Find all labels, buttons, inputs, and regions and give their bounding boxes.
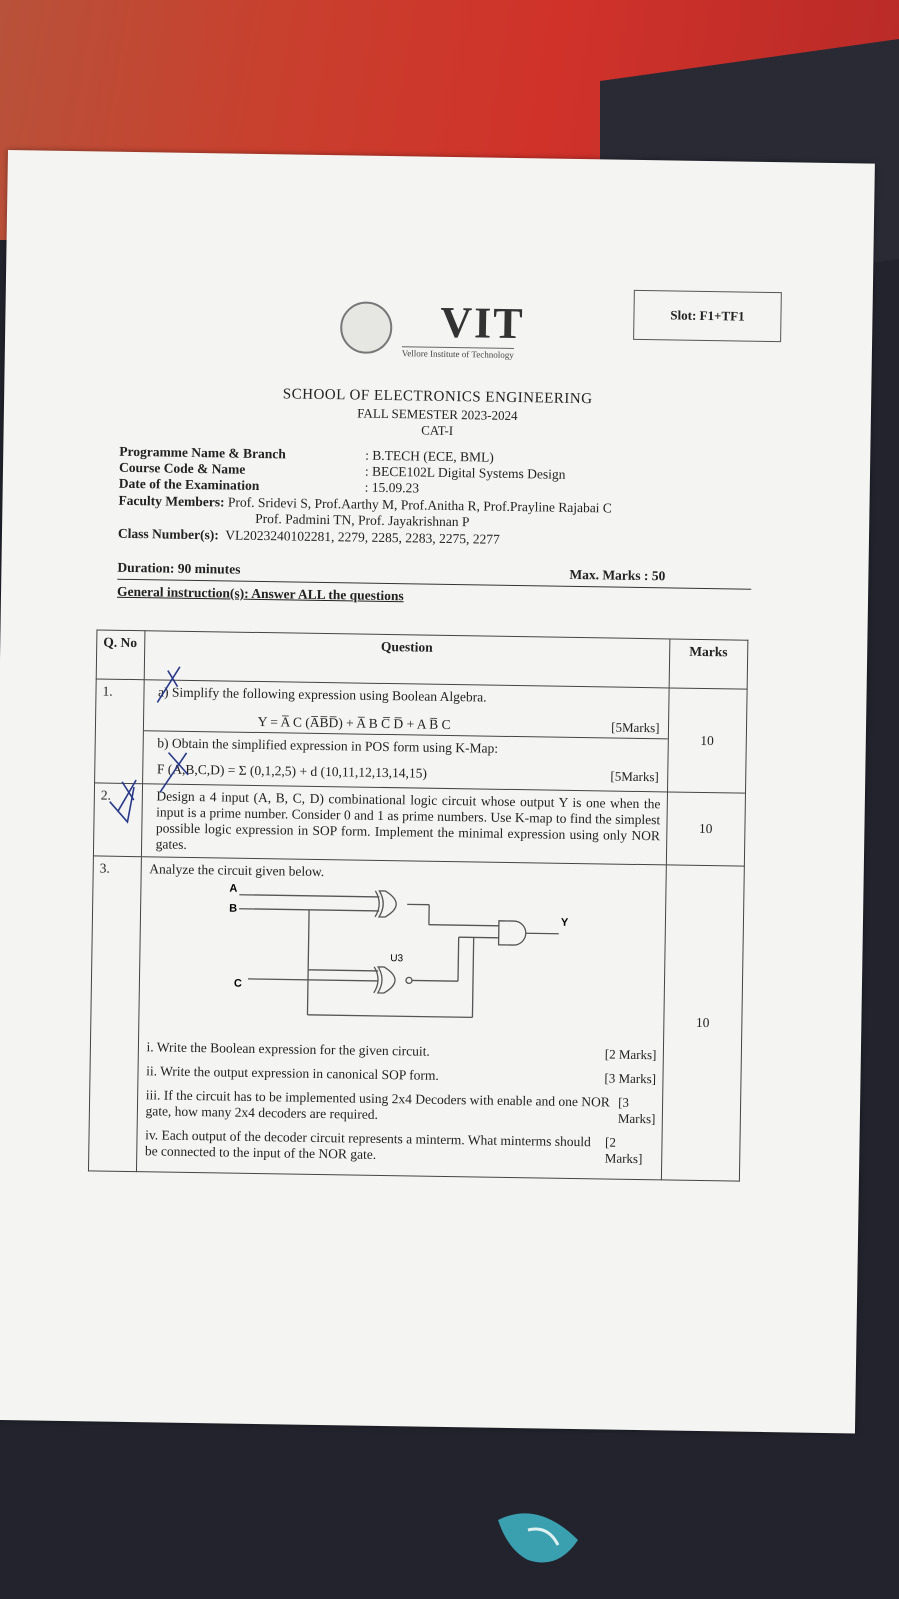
question-body (136, 857, 666, 1180)
question-marks: 10 (666, 792, 746, 866)
programme-value: : B.TECH (ECE, BML) (365, 447, 494, 465)
subquestion-4: iv. Each output of the decoder circuit represents a minterm. What minterms should be connected to the input of the NOR gate. [2 Marks] (144, 1127, 643, 1167)
faculty-line: Faculty Members: Prof. Sridevi S, Prof.Aarthy M, Prof.Anitha R, Prof.Prayline Rajabai C (118, 492, 613, 516)
input-a-label: A (228, 882, 238, 895)
course-label: Course Code & Name (118, 459, 246, 477)
exam-paper (0, 150, 875, 1433)
exam-type: CAT-I (421, 422, 454, 439)
subquestion-3: iii. If the circuit has to be implemented using 2x4 Decoders with enable and one NOR gate, how many 2x4 decoders are required. [3 Marks] (145, 1087, 656, 1127)
logo-wordmark: VIT (439, 297, 525, 349)
question-body (142, 680, 669, 792)
q1b-marks: [5Marks] (610, 768, 659, 785)
class-number-line: Class Number(s): VL2023240102281, 2279, 2285, 2283, 2275, 2277 (117, 525, 500, 547)
subquestion-2: ii. Write the output expression in canonical SOP form. [3 Marks] (146, 1063, 657, 1087)
date-value: : 15.09.23 (364, 479, 420, 496)
question-number: 2. (93, 783, 142, 857)
slot-text: Slot: F1+TF1 (670, 307, 745, 324)
vit-logo (330, 295, 571, 369)
duration: Duration: 90 minutes (117, 559, 241, 577)
semester: FALL SEMESTER 2023-2024 (357, 405, 518, 424)
q1a-marks: [5Marks] (611, 719, 660, 736)
faculty-line-2: Prof. Padmini TN, Prof. Jayakrishnan P (255, 510, 470, 530)
max-marks: Max. Marks : 50 (569, 566, 666, 584)
logic-circuit-diagram (217, 878, 659, 1035)
header-question: Question (144, 631, 670, 688)
course-value: : BECE102L Digital Systems Design (364, 463, 566, 482)
output-y-label: Y (560, 916, 568, 929)
gate-u3-label: U3 (389, 953, 403, 965)
table-row (88, 856, 744, 1181)
seal-icon (340, 301, 393, 354)
question-number: 1. (95, 679, 144, 784)
q1a-text: a) Simplify the following expression using Boolean Algebra. (157, 684, 487, 705)
subquestion-1: i. Write the Boolean expression for the given circuit. [2 Marks] (146, 1039, 657, 1063)
programme-label: Programme Name & Branch (119, 443, 286, 462)
q1a-expression: Y = A̅ C (A̅B̅D̅) + A̅ B C̅ D̅ + A B̅ C (257, 713, 451, 733)
q2-text: Design a 4 input (A, B, C, D) combinational logic circuit whose output Y is one when the input is a prime number. Consider 0 and 1 as prime numbers. Use K-map to find the simplest possible logic expression in SOP form. Implement the minimal expression using only NOR gates. (141, 784, 667, 865)
fabric-pattern (488, 1500, 608, 1580)
header-qno: Q. No (96, 630, 144, 680)
logo-subtitle: Vellore Institute of Technology (401, 348, 514, 360)
q3-text: Analyze the circuit given below. (149, 861, 325, 880)
header-marks: Marks (669, 639, 748, 689)
input-c-label: C (233, 977, 242, 990)
school-name: SCHOOL OF ELECTRONICS ENGINEERING (282, 386, 593, 408)
q1b-text: b) Obtain the simplified expression in POS form using K-Map: (157, 735, 499, 756)
question-number: 3. (88, 856, 141, 1172)
input-b-label: B (228, 902, 237, 915)
question-marks: 10 (667, 688, 747, 793)
question-marks: 10 (661, 865, 744, 1181)
instructions: General instruction(s): Answer ALL the questions (116, 583, 404, 604)
date-label: Date of the Examination (118, 475, 260, 493)
q1b-expression: F (A,B,C,D) = Σ (0,1,2,5) + d (10,11,12,13,14,15) (156, 761, 428, 781)
slot-box (633, 290, 782, 342)
pen-tick-marks (97, 652, 200, 854)
